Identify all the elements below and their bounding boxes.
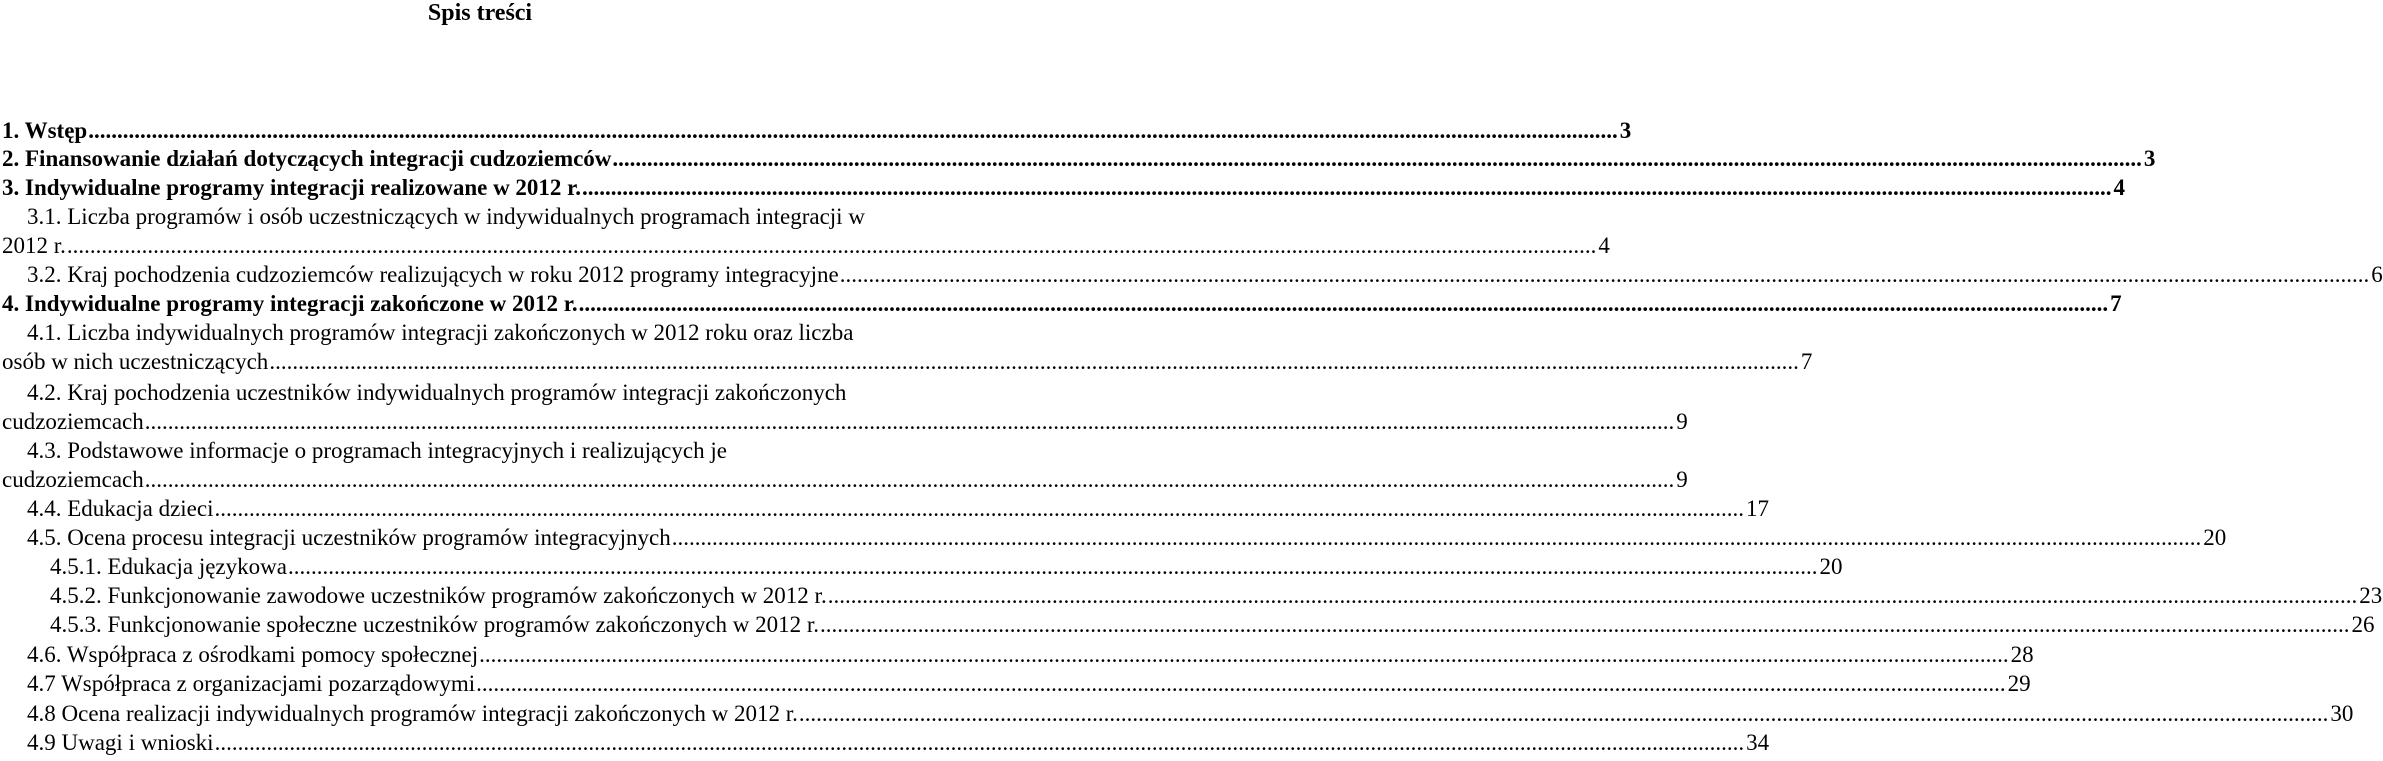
toc-entry[interactable]	[50, 611, 2375, 639]
toc-leader-dots	[839, 261, 2371, 289]
toc-page-number: 30	[2330, 701, 2354, 726]
toc-entry-title: 4.9 Uwagi i wnioski	[27, 730, 214, 755]
toc-entry[interactable]	[27, 729, 1770, 757]
toc-entry-title: cudzoziemcach	[2, 409, 144, 434]
toc-leader-dots	[144, 408, 1676, 436]
toc-entry[interactable]	[27, 524, 2227, 552]
toc-leader-dots	[798, 700, 2330, 728]
toc-entry-title-line1[interactable]: 4.3. Podstawowe informacje o programach integracyjnych i realizujących je	[27, 438, 727, 463]
toc-entry[interactable]	[50, 582, 2383, 610]
toc-entry-title: 4.5. Ocena procesu integracji uczestników programów integracyjnych	[27, 525, 671, 550]
toc-page-number: 17	[1745, 496, 1769, 521]
page-title: Spis treści	[427, 0, 533, 26]
toc-entry[interactable]	[50, 553, 1843, 581]
toc-leader-dots	[475, 670, 2007, 698]
toc-entry-title: 4.5.3. Funkcjonowanie społeczne uczestników programów zakończonych w 2012 r.	[50, 612, 820, 637]
toc-page-number: 34	[1746, 730, 1770, 755]
toc-page-number: 20	[2203, 525, 2227, 550]
toc-leader-dots	[268, 348, 1800, 376]
toc-page-number: 4	[2113, 175, 2126, 200]
toc-leader-dots	[827, 582, 2359, 610]
toc-page-number: 3	[2143, 146, 2156, 171]
toc-entry-title: 2012 r.	[2, 233, 66, 258]
toc-leader-dots	[671, 524, 2203, 552]
toc-entry[interactable]	[27, 261, 2383, 289]
toc-entry[interactable]	[27, 700, 2354, 728]
toc-leader-dots	[214, 729, 1746, 757]
toc-page-number: 4	[1598, 233, 1610, 258]
toc-entry-title: 1. Wstęp	[2, 118, 88, 143]
toc-entry-title: 2. Finansowanie działań dotyczących integracji cudzoziemców	[2, 146, 612, 171]
toc-page-number: 3	[1619, 118, 1632, 143]
toc-leader-dots	[87, 117, 1619, 145]
toc-page-number: 29	[2007, 671, 2031, 696]
toc-entry-title: 4.4. Edukacja dzieci	[27, 496, 214, 521]
toc-leader-dots	[478, 641, 2010, 669]
toc-entry-title: 3.2. Kraj pochodzenia cudzoziemców realizujących w roku 2012 programy integracyjne	[27, 262, 839, 287]
toc-entry-title-line1[interactable]: 3.1. Liczba programów i osób uczestniczących w indywidualnych programach integracji w	[27, 204, 865, 229]
toc-entry[interactable]	[2, 466, 1688, 494]
toc-page-number: 7	[2110, 291, 2122, 316]
toc-leader-dots	[66, 232, 1598, 260]
toc-leader-dots	[611, 145, 2143, 173]
toc-entry[interactable]	[2, 117, 1632, 145]
toc-page-number: 7	[1800, 349, 1813, 374]
toc-entry-title-line1[interactable]: 4.2. Kraj pochodzenia uczestników indywidualnych programów integracji zakończonych	[27, 380, 847, 405]
toc-entry-title: 4.7 Współpraca z organizacjami pozarządowymi	[27, 671, 476, 696]
toc-leader-dots	[287, 553, 1819, 581]
toc-entry[interactable]	[27, 495, 1769, 523]
toc-page-number: 26	[2351, 612, 2375, 637]
toc-entry[interactable]	[2, 145, 2156, 173]
toc-entry-title: 4.6. Współpraca z ośrodkami pomocy społecznej	[27, 642, 479, 667]
toc-entry[interactable]	[2, 348, 1813, 376]
toc-page-number: 28	[2010, 642, 2034, 667]
toc-entry-title: osób w nich uczestniczących	[2, 349, 269, 374]
toc-page-number: 20	[1819, 554, 1843, 579]
toc-entry-title: 4.8 Ocena realizacji indywidualnych programów integracji zakończonych w 2012 r.	[27, 701, 798, 726]
toc-entry-title: 4.5.2. Funkcjonowanie zawodowe uczestników programów zakończonych w 2012 r.	[50, 583, 827, 608]
toc-page-number: 9	[1676, 467, 1688, 492]
toc-entry[interactable]	[2, 290, 2122, 318]
toc-entry-title: 4.5.1. Edukacja językowa	[50, 554, 287, 579]
toc-page-number: 6	[2371, 262, 2383, 287]
toc-entry[interactable]	[2, 408, 1688, 436]
toc-page-number: 9	[1676, 409, 1688, 434]
toc-entry-title: 3. Indywidualne programy integracji realizowane w 2012 r.	[2, 175, 582, 200]
toc-leader-dots	[144, 466, 1676, 494]
toc-leader-dots	[819, 611, 2351, 639]
toc-entry[interactable]	[27, 670, 2031, 698]
toc-entry-title: 4. Indywidualne programy integracji zakończone w 2012 r.	[2, 291, 578, 316]
toc-entry[interactable]	[2, 232, 1610, 260]
toc-entry[interactable]	[27, 641, 2034, 669]
toc-entry[interactable]	[2, 174, 2126, 202]
toc-entry-title: cudzoziemcach	[2, 467, 144, 492]
toc-leader-dots	[213, 495, 1745, 523]
toc-entry-title-line1[interactable]: 4.1. Liczba indywidualnych programów integracji zakończonych w 2012 roku oraz liczba	[27, 320, 854, 345]
toc-leader-dots	[578, 290, 2110, 318]
toc-page-number: 23	[2359, 583, 2383, 608]
toc-leader-dots	[581, 174, 2113, 202]
